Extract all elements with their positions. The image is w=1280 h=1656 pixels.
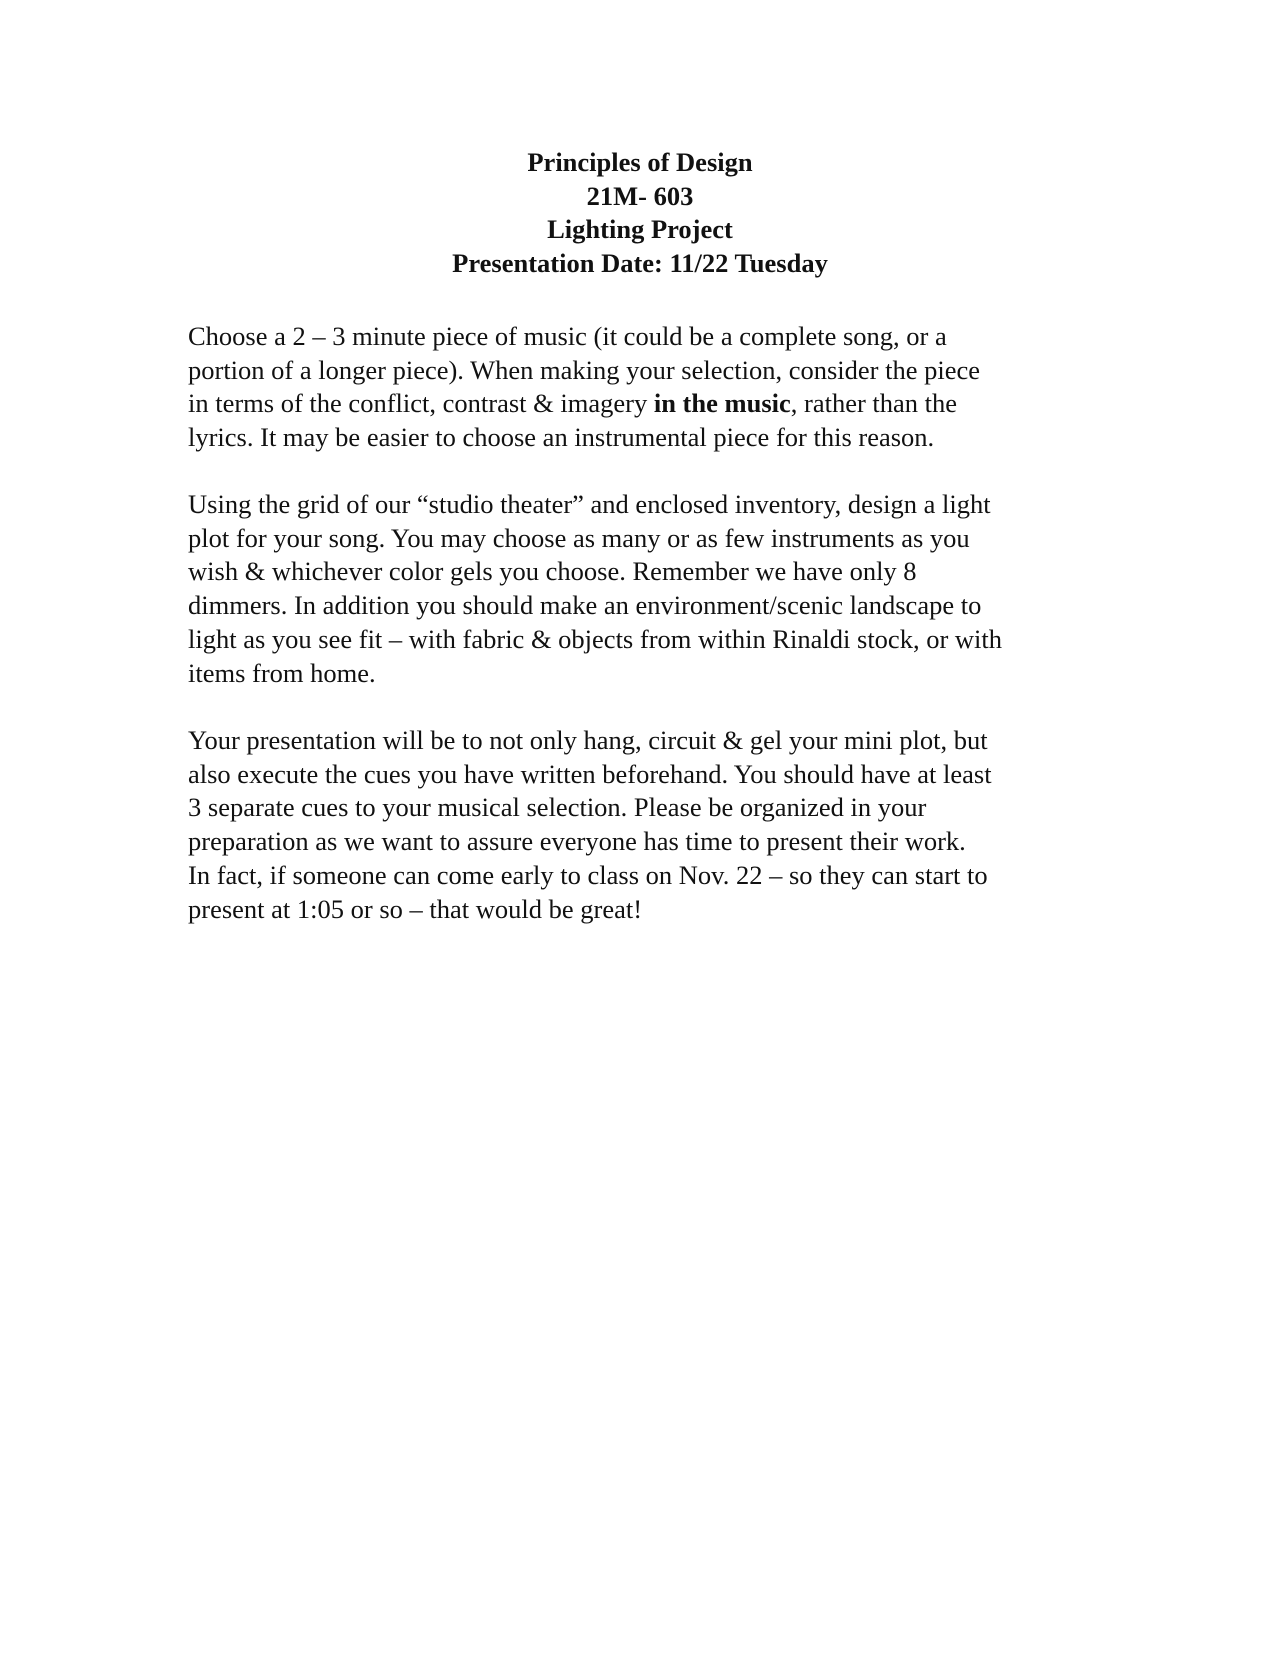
text-line: light as you see fit – with fabric & objects from within Rinaldi stock, or with <box>188 623 1003 654</box>
emphasis-text: in the music <box>653 388 791 419</box>
paragraph-presentation <box>188 724 1088 926</box>
text-line: lyrics. It may be easier to choose an instrumental piece for this reason. <box>188 422 935 453</box>
text-line: dimmers. In addition you should make an environment/scenic landscape to <box>188 590 982 621</box>
paragraph-light-plot <box>188 488 1088 690</box>
paragraph-music-selection <box>188 320 1088 455</box>
text-line: Choose a 2 – 3 minute piece of music (it could be a complete song, or a <box>188 321 947 351</box>
text-segment: , rather than the <box>790 388 958 419</box>
document-header <box>0 146 1280 281</box>
text-segment: in terms of the conflict, contrast & imagery <box>188 388 654 419</box>
text-line <box>188 387 1088 421</box>
text-line: preparation as we want to assure everyone has time to present their work. <box>188 826 966 857</box>
text-line: 3 separate cues to your musical selection. Please be organized in your <box>188 792 927 823</box>
course-number: 21M- 603 <box>586 180 694 211</box>
text-line: In fact, if someone can come early to class on Nov. 22 – so they can start to <box>188 859 988 890</box>
text-line: plot for your song. You may choose as many or as few instruments as you <box>188 522 970 553</box>
text-line: portion of a longer piece). When making your selection, consider the piece <box>188 354 981 385</box>
presentation-date: Presentation Date: 11/22 Tuesday <box>452 248 828 279</box>
project-title: Lighting Project <box>547 214 733 245</box>
text-line: wish & whichever color gels you choose. Remember we have only 8 <box>188 556 917 587</box>
text-line: present at 1:05 or so – that would be great! <box>188 893 643 924</box>
text-line: Using the grid of our “studio theater” and enclosed inventory, design a light <box>188 489 991 519</box>
text-line: Your presentation will be to not only hang, circuit & gel your mini plot, but <box>188 725 988 755</box>
course-title: Principles of Design <box>527 147 753 177</box>
text-line: also execute the cues you have written beforehand. You should have at least <box>188 758 992 789</box>
text-line: items from home. <box>188 657 376 688</box>
